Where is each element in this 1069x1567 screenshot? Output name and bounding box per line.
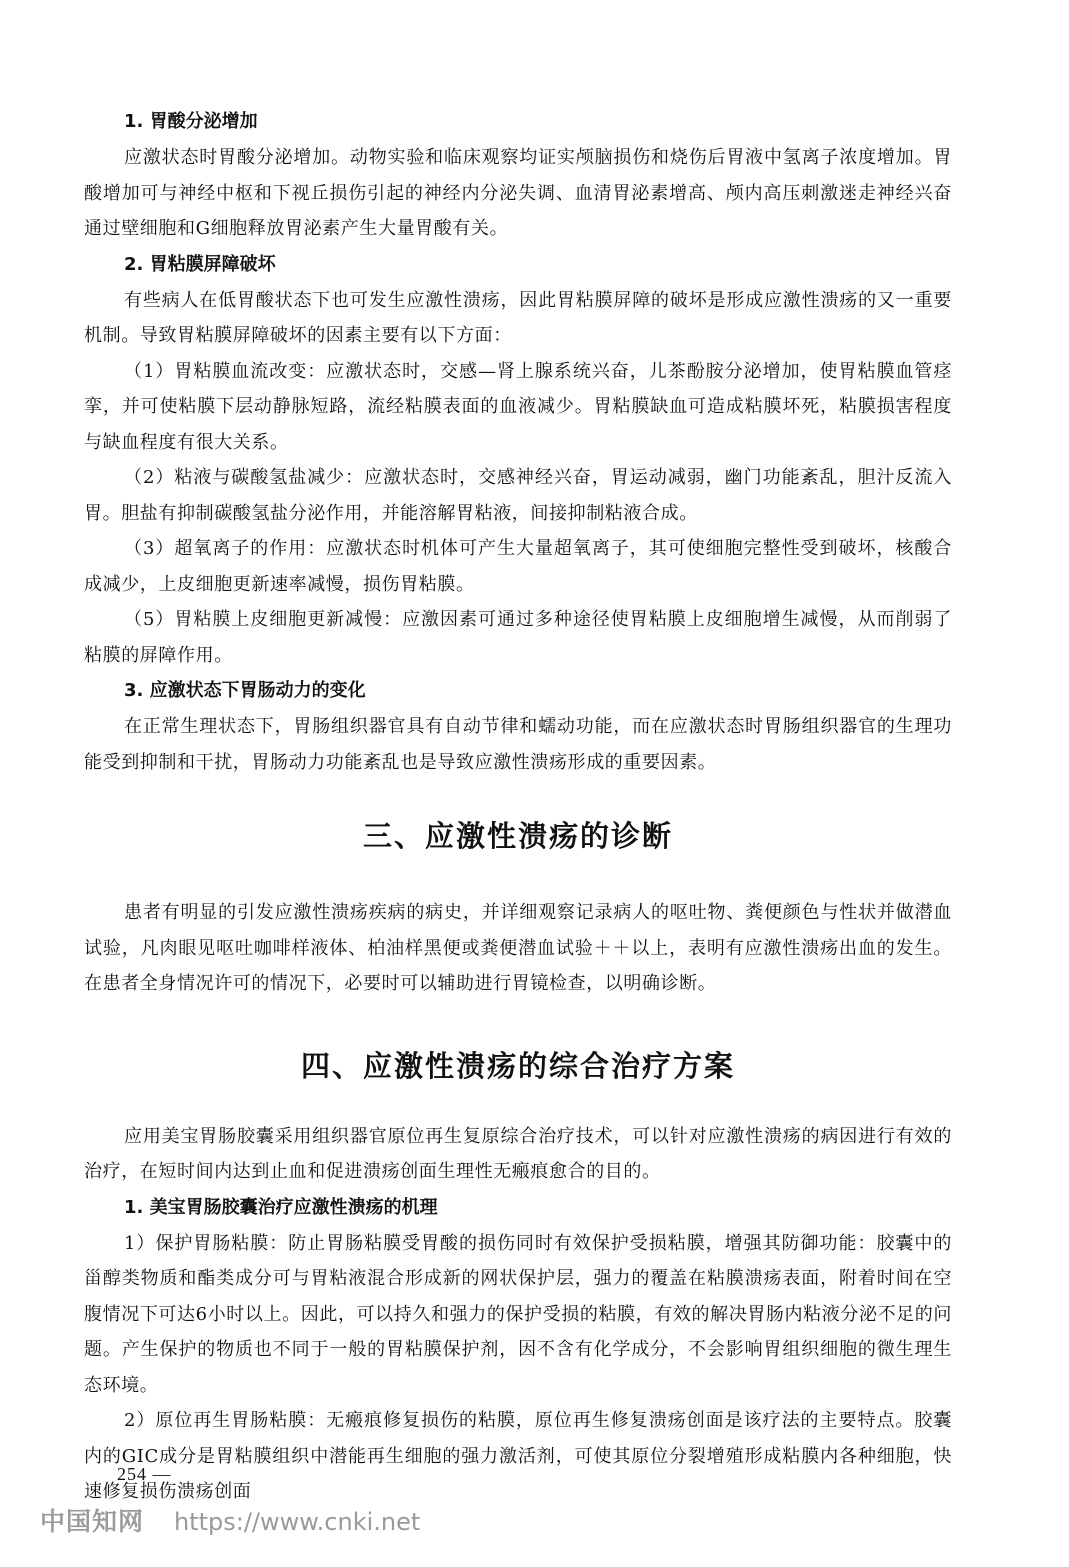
section-title-diagnosis: 三、应激性溃疡的诊断 (362, 819, 673, 853)
subheading-mucosal-barrier: 2. 胃粘膜屏障破坏 (124, 253, 276, 275)
section-title-treatment: 四、应激性溃疡的综合治疗方案 (300, 1048, 735, 1083)
paragraph-mucus-bicarbonate: （2）粘液与碳酸氢盐减少：应激状态时，交感神经兴奋，胃运动减弱，幽门功能紊乱，胆汁反流入胃。胆盐有抑制碳酸氢盐分泌作用，并能溶解胃粘液，间接抑制粘液合成。 (84, 467, 952, 524)
paragraph-regenerate-mucosa: 2）原位再生胃肠粘膜：无瘢痕修复损伤的粘膜，原位再生修复溃疡创面是该疗法的主要特点。胶囊内的GIC成分是胃粘膜组织中潜能再生细胞的强力激活剂，可使其原位分裂增殖形成粘膜内各种细胞，快速修复损伤溃疡创面 (84, 1410, 952, 1502)
paragraph-motility: 在正常生理状态下，胃肠组织器官具有自动节律和蠕动功能，而在应激状态时胃肠组织器官的生理功能受到抑制和干扰，胃肠动力功能紊乱也是导致应激性溃疡形成的重要因素。 (84, 716, 952, 773)
cnki-watermark (40, 1502, 420, 1538)
paragraph-treatment-intro: 应用美宝胃肠胶囊采用组织器官原位再生复原综合治疗技术，可以针对应激性溃疡的病因进行有效的治疗，在短时间内达到止血和促进溃疡创面生理性无瘢痕愈合的目的。 (84, 1125, 952, 1182)
paragraph-protect-mucosa: 1）保护胃肠粘膜：防止胃肠粘膜受胃酸的损伤同时有效保护受损粘膜，增强其防御功能：胶囊中的甾醇类物质和酯类成分可与胃粘液混合形成新的网状保护层，强力的覆盖在粘膜溃疡表面，附着时间在空腹情况下可达6小时以上。因此，可以持久和强力的保护受损的粘膜，有效的解决胃肠内粘液分泌不足的问题。产生保护的物质也不同于一般的胃粘膜保护剂，因不含有化学成分，不会影响胃组织细胞的微生理生态环境。 (84, 1232, 952, 1396)
paragraph-diagnosis: 患者有明显的引发应激性溃疡疾病的病史，并详细观察记录病人的呕吐物、粪便颜色与性状并做潜血试验，凡肉眼见呕吐咖啡样液体、柏油样黑便或粪便潜血试验＋＋以上，表明有应激性溃疡出血的发生。在患者全身情况许可的情况下，必要时可以辅助进行胃镜检查，以明确诊断。 (84, 902, 952, 994)
paragraph-superoxide: （3）超氧离子的作用：应激状态时机体可产生大量超氧离子，其可使细胞完整性受到破坏，核酸合成减少，上皮细胞更新速率减慢，损伤胃粘膜。 (84, 538, 952, 595)
paragraph-epithelial-renewal: （5）胃粘膜上皮细胞更新减慢：应激因素可通过多种途径使胃粘膜上皮细胞增生减慢，从而削弱了粘膜的屏障作用。 (84, 609, 952, 666)
subheading-mechanism: 1. 美宝胃肠胶囊治疗应激性溃疡的机理 (124, 1196, 438, 1218)
subheading-motility: 3. 应激状态下胃肠动力的变化 (124, 680, 366, 701)
cnki-logo: 中国知网 (40, 1507, 145, 1536)
page-content (84, 104, 952, 1510)
paragraph-gastric-acid: 应激状态时胃酸分泌增加。动物实验和临床观察均证实颅脑损伤和烧伤后胃液中氢离子浓度增加。胃酸增加可与神经中枢和下视丘损伤引起的神经内分泌失调、血清胃泌素增高、颅内高压刺激迷走神经兴奋通过壁细胞和G细胞释放胃泌素产生大量胃酸有关。 (84, 147, 952, 239)
paragraph-mucosal-barrier-intro: 有些病人在低胃酸状态下也可发生应激性溃疡，因此胃粘膜屏障的破坏是形成应激性溃疡的又一重要机制。导致胃粘膜屏障破坏的因素主要有以下方面： (84, 289, 952, 346)
page-number: 254 — (117, 1464, 172, 1484)
cnki-url[interactable]: https://www.cnki.net (173, 1508, 421, 1536)
paragraph-blood-flow: （1）胃粘膜血流改变：应激状态时，交感—肾上腺系统兴奋，儿茶酚胺分泌增加，使胃粘膜血管痉挛，并可使粘膜下层动静脉短路，流经粘膜表面的血液减少。胃粘膜缺血可造成粘膜坏死，粘膜损害程度与缺血程度有很大关系。 (84, 360, 952, 453)
subheading-gastric-acid: 1. 胃酸分泌增加 (124, 111, 258, 132)
